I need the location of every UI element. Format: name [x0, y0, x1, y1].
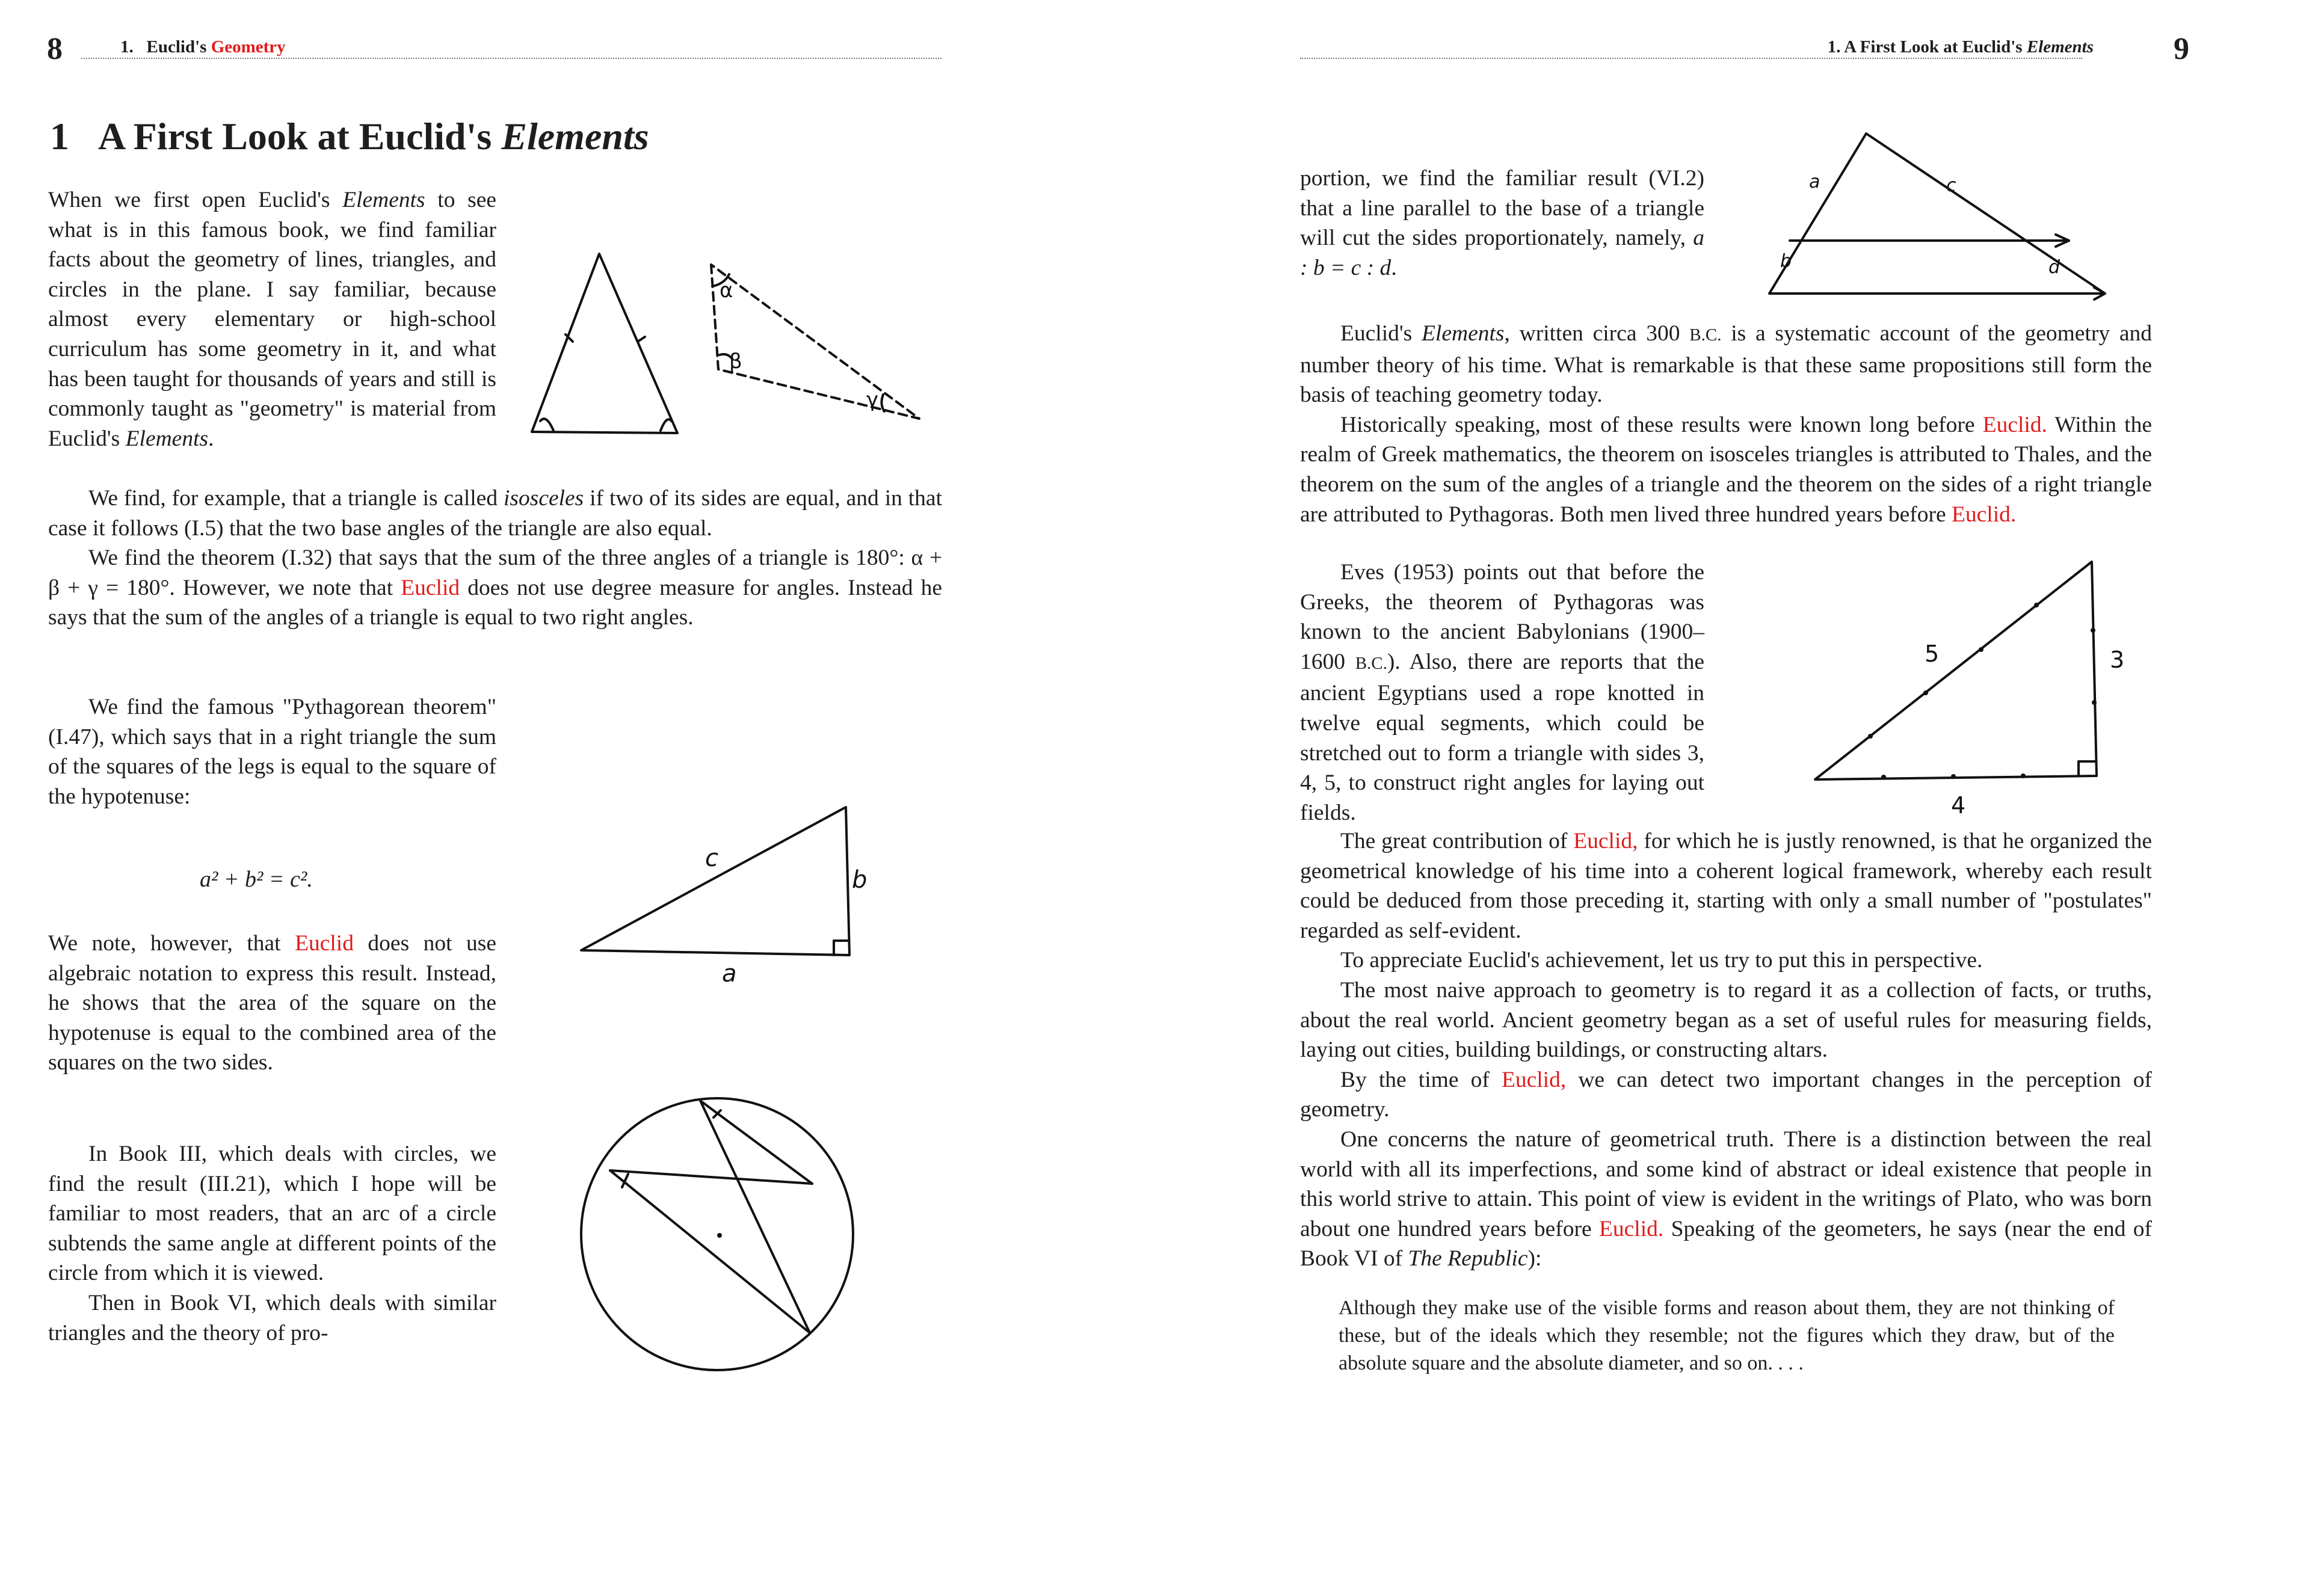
paragraph-pythagoras: We find the famous "Pythagorean theorem" (I.47), which says that in a right triangle the sum of the squares of the legs is equal to the square of the hypotenuse: [48, 695, 496, 809]
leg-label-b: b [852, 866, 868, 894]
chapter-title: 1 A First Look at Euclid's Elements [50, 115, 649, 158]
side-label-5: 5 [1925, 641, 1940, 667]
euclid-link[interactable]: Euclid. [1951, 502, 2017, 527]
right-page [1162, 0, 2324, 1574]
paragraph-isosceles: We find, for example, that a triangle is called isosceles if two of its sides are equal, and in that case it follows (I.5) that the two base angles of the triangle are also equal. We find the theorem (I.32) that says that the sum of the three angles of a triangle is 180°: α + β + γ = 180°. However, we note that Euclid does not use degree measure for angles. Instead he says that the sum of the angles of a triangle is equal to two right angles. [48, 486, 942, 630]
plato-quote: Although they make use of the visible forms and reason about them, they are not thinking of these, but of the ideals which they resemble; not the figures which they draw, but of the absolute square and the absolute diameter, and so on. . . . [1339, 1297, 2115, 1374]
paragraph-contribution: The great contribution of Euclid, for which he is justly renowned, is that he organized the geometrical knowledge of his time into a coherent logical framework, whereby each result could be deduced from those preceding it, starting with only a small number of "postulates" regarded as self-evident. To appreciate Euclid's achievement, let us try to put this in perspective. The most naive approach to geometry is to regard it as a collection of facts, or truths, about the real world. Ancient geometry began as a set of useful rules for measuring fields, laying out cities, building buildings, or constructing altars. By the time of Euclid, we can detect two important changes in the perception of geometry. One concerns the nature of geometrical truth. There is a distinction between the real world with all its imperfections, and some kind of abstract or ideal existence that people in this world strive to attain. This point of view is evident in the writings of Plato, who was born about one hundred years before Euclid. Speaking of the geometers, he says (near the end of Book VI of The Republic): [1300, 829, 2152, 1271]
segment-label-a: a [1809, 171, 1820, 192]
running-head: 1. Euclid's Geometry [120, 37, 286, 57]
hypotenuse-label-c: c [705, 844, 718, 872]
leg-label-a: a [722, 960, 737, 988]
page-number: 9 [2174, 32, 2189, 66]
paragraph-proportion: portion, we find the familiar result (VI.2) that a line parallel to the base of a triangle will cut the sides proportionately, namely, a : b = c : d. [1300, 166, 1704, 280]
paragraph-history: Euclid's Elements, written circa 300 B.C. is a systematic account of the geometry and number theory of his time. What is remarkable is that these same propositions still form the basis of teaching geometry today. Historically speaking, most of these results were known long before Euclid. Within the realm of Greek mathematics, the theorem on isosceles triangles is attributed to Thales, and the theorem on the sum of the angles of a triangle and the theorem on the sides of a right triangle are attributed to Pythagoras. Both men lived three hundred years before Euclid. [1300, 321, 2152, 527]
right-triangle-figure [581, 807, 867, 988]
euclid-link[interactable]: Euclid [401, 575, 460, 600]
euclid-link[interactable]: Euclid. [1982, 412, 2047, 437]
side-label-3: 3 [2110, 647, 2125, 673]
beta-label: β [729, 349, 742, 374]
paragraph-intro: When we first open Euclid's Elements to see what is in this famous book, we find familiar facts about the geometry of lines, triangles, and circles in the plane. I say familiar, because almost every elementary or high-school curriculum has some geometry in it, and what has been taught for thousands of years and still is commonly taught as "geometry" is material from Euclid's Elements. [48, 188, 496, 451]
running-head-link[interactable]: Geometry [211, 37, 286, 57]
segment-label-d: d [2048, 257, 2060, 278]
euclid-link[interactable]: Euclid [295, 931, 354, 956]
isosceles-triangle-figure [532, 254, 677, 433]
inscribed-angle-circle-figure [581, 1098, 853, 1370]
gamma-label: γ [866, 388, 879, 412]
page-number: 8 [47, 32, 63, 66]
paragraph-eves: Eves (1953) points out that before the Greeks, the theorem of Pythagoras was known to the ancient Babylonians (1900–1600 B.C.). Also, there are reports that the ancient Egyptians used a rope knotted in twelve equal segments, which could be stretched out to form a triangle with sides 3, 4, 5, to construct right angles for laying out fields. [1300, 560, 1704, 825]
running-head: 1. A First Look at Euclid's Elements [1827, 37, 2094, 57]
euclid-link[interactable]: Euclid, [1501, 1067, 1567, 1092]
angle-sum-triangle-figure [711, 265, 919, 419]
paragraph-circles: In Book III, which deals with circles, we find the result (III.21), which I hope will be familiar to most readers, that an arc of a circle subtends the same angle at different points of the circle from which it is viewed. Then in Book VI, which deals with similar triangles and the theory of pro- [48, 1142, 496, 1345]
figures-right [1162, 0, 2324, 1574]
segment-label-c: c [1946, 175, 1956, 196]
alpha-label: α [720, 278, 733, 303]
rope-triangle-figure [1815, 562, 2124, 819]
segment-label-b: b [1780, 251, 1792, 272]
proportional-triangle-figure [1769, 134, 2105, 300]
equation: a² + b² = c². [200, 867, 313, 892]
paragraph-notation: We note, however, that Euclid does not use algebraic notation to express this result. Instead, he shows that the area of the square on the hypotenuse is equal to the combined area of the squares on the two sides. [48, 931, 496, 1075]
euclid-link[interactable]: Euclid, [1573, 829, 1638, 853]
side-label-4: 4 [1951, 792, 1966, 819]
euclid-link[interactable]: Euclid. [1598, 1216, 1664, 1241]
